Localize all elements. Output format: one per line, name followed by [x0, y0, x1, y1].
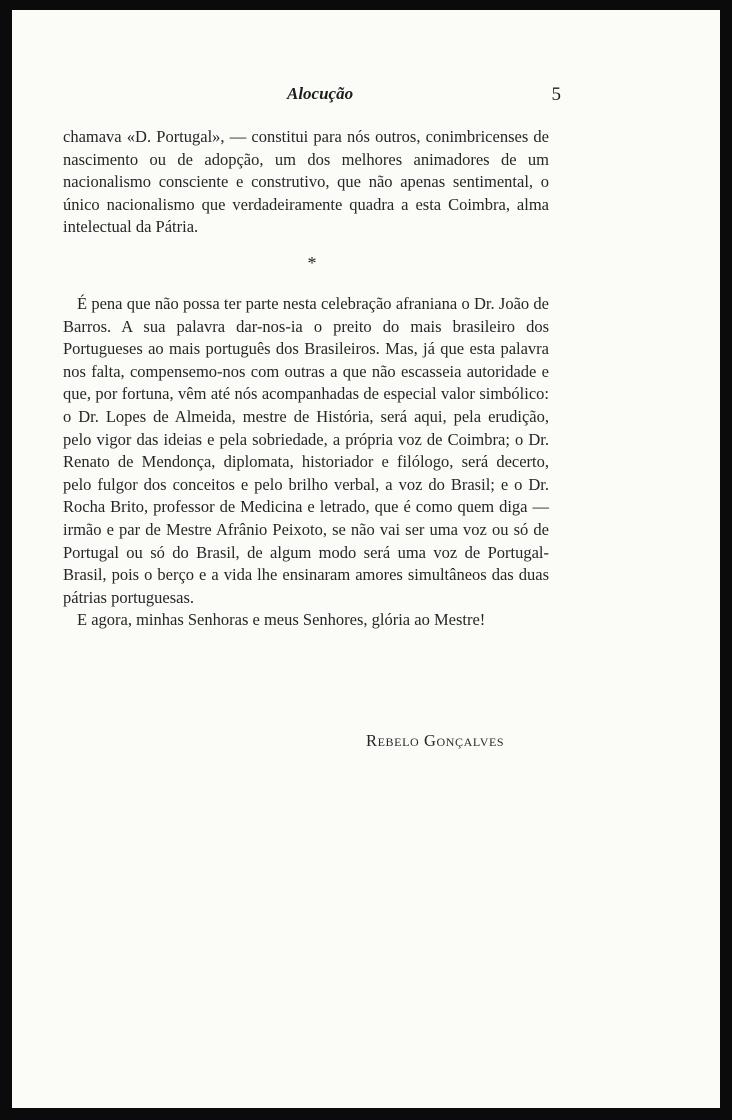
running-title: Alocução [287, 84, 354, 103]
paragraph-main: É pena que não possa ter parte nesta celebração afraniana o Dr. João de Barros. A sua palavra dar-nos-ia o preito do mais brasileiro dos Portugueses ao mais português dos Brasileiros. Mas, já que esta palavra nos falta, compensemo-nos com outras a que não escasseia autoridade e que, por fortuna, vêm até nós acompanhadas de especial valor simbólico: o Dr. Lopes de Almeida, mestre de História, será aqui, pela erudição, pelo vigor das ideias e pela sobriedade, a própria voz de Coimbra; o Dr. Renato de Mendonça, diplomata, historiador e filólogo, será decerto, pelo fulgor dos conceitos e pelo brilho verbal, a voz do Brasil; e o Dr. Rocha Brito, professor de Medicina e letrado, que é como quem diga — irmão e par de Mestre Afrânio Peixoto, se não vai ser uma voz ou só de Portugal ou só do Brasil, de algum modo será uma voz de Portugal-Brasil, pois o berço e a vida lhe ensinaram amores simultâneos das duas pátrias portuguesas. [63, 293, 549, 607]
section-separator-asterisk: * [307, 252, 317, 273]
paragraph-closing: E agora, minhas Senhoras e meus Senhores, glória ao Mestre! [77, 610, 486, 630]
page-header [77, 84, 561, 114]
paragraph-continuation: chamava «D. Portugal», — constitui para nós outros, conimbricenses de nascimento ou de adopção, um dos melhores animadores de um nacionalismo consciente e construtivo, que não apenas sentimental, o único nacionalismo que verdadeiramente quadra a esta Coimbra, alma intelectual da Pátria. [63, 127, 549, 237]
author-signature: Rebelo Gonçalves [366, 731, 505, 750]
page-number: 5 [551, 84, 561, 105]
body-text [63, 126, 549, 632]
